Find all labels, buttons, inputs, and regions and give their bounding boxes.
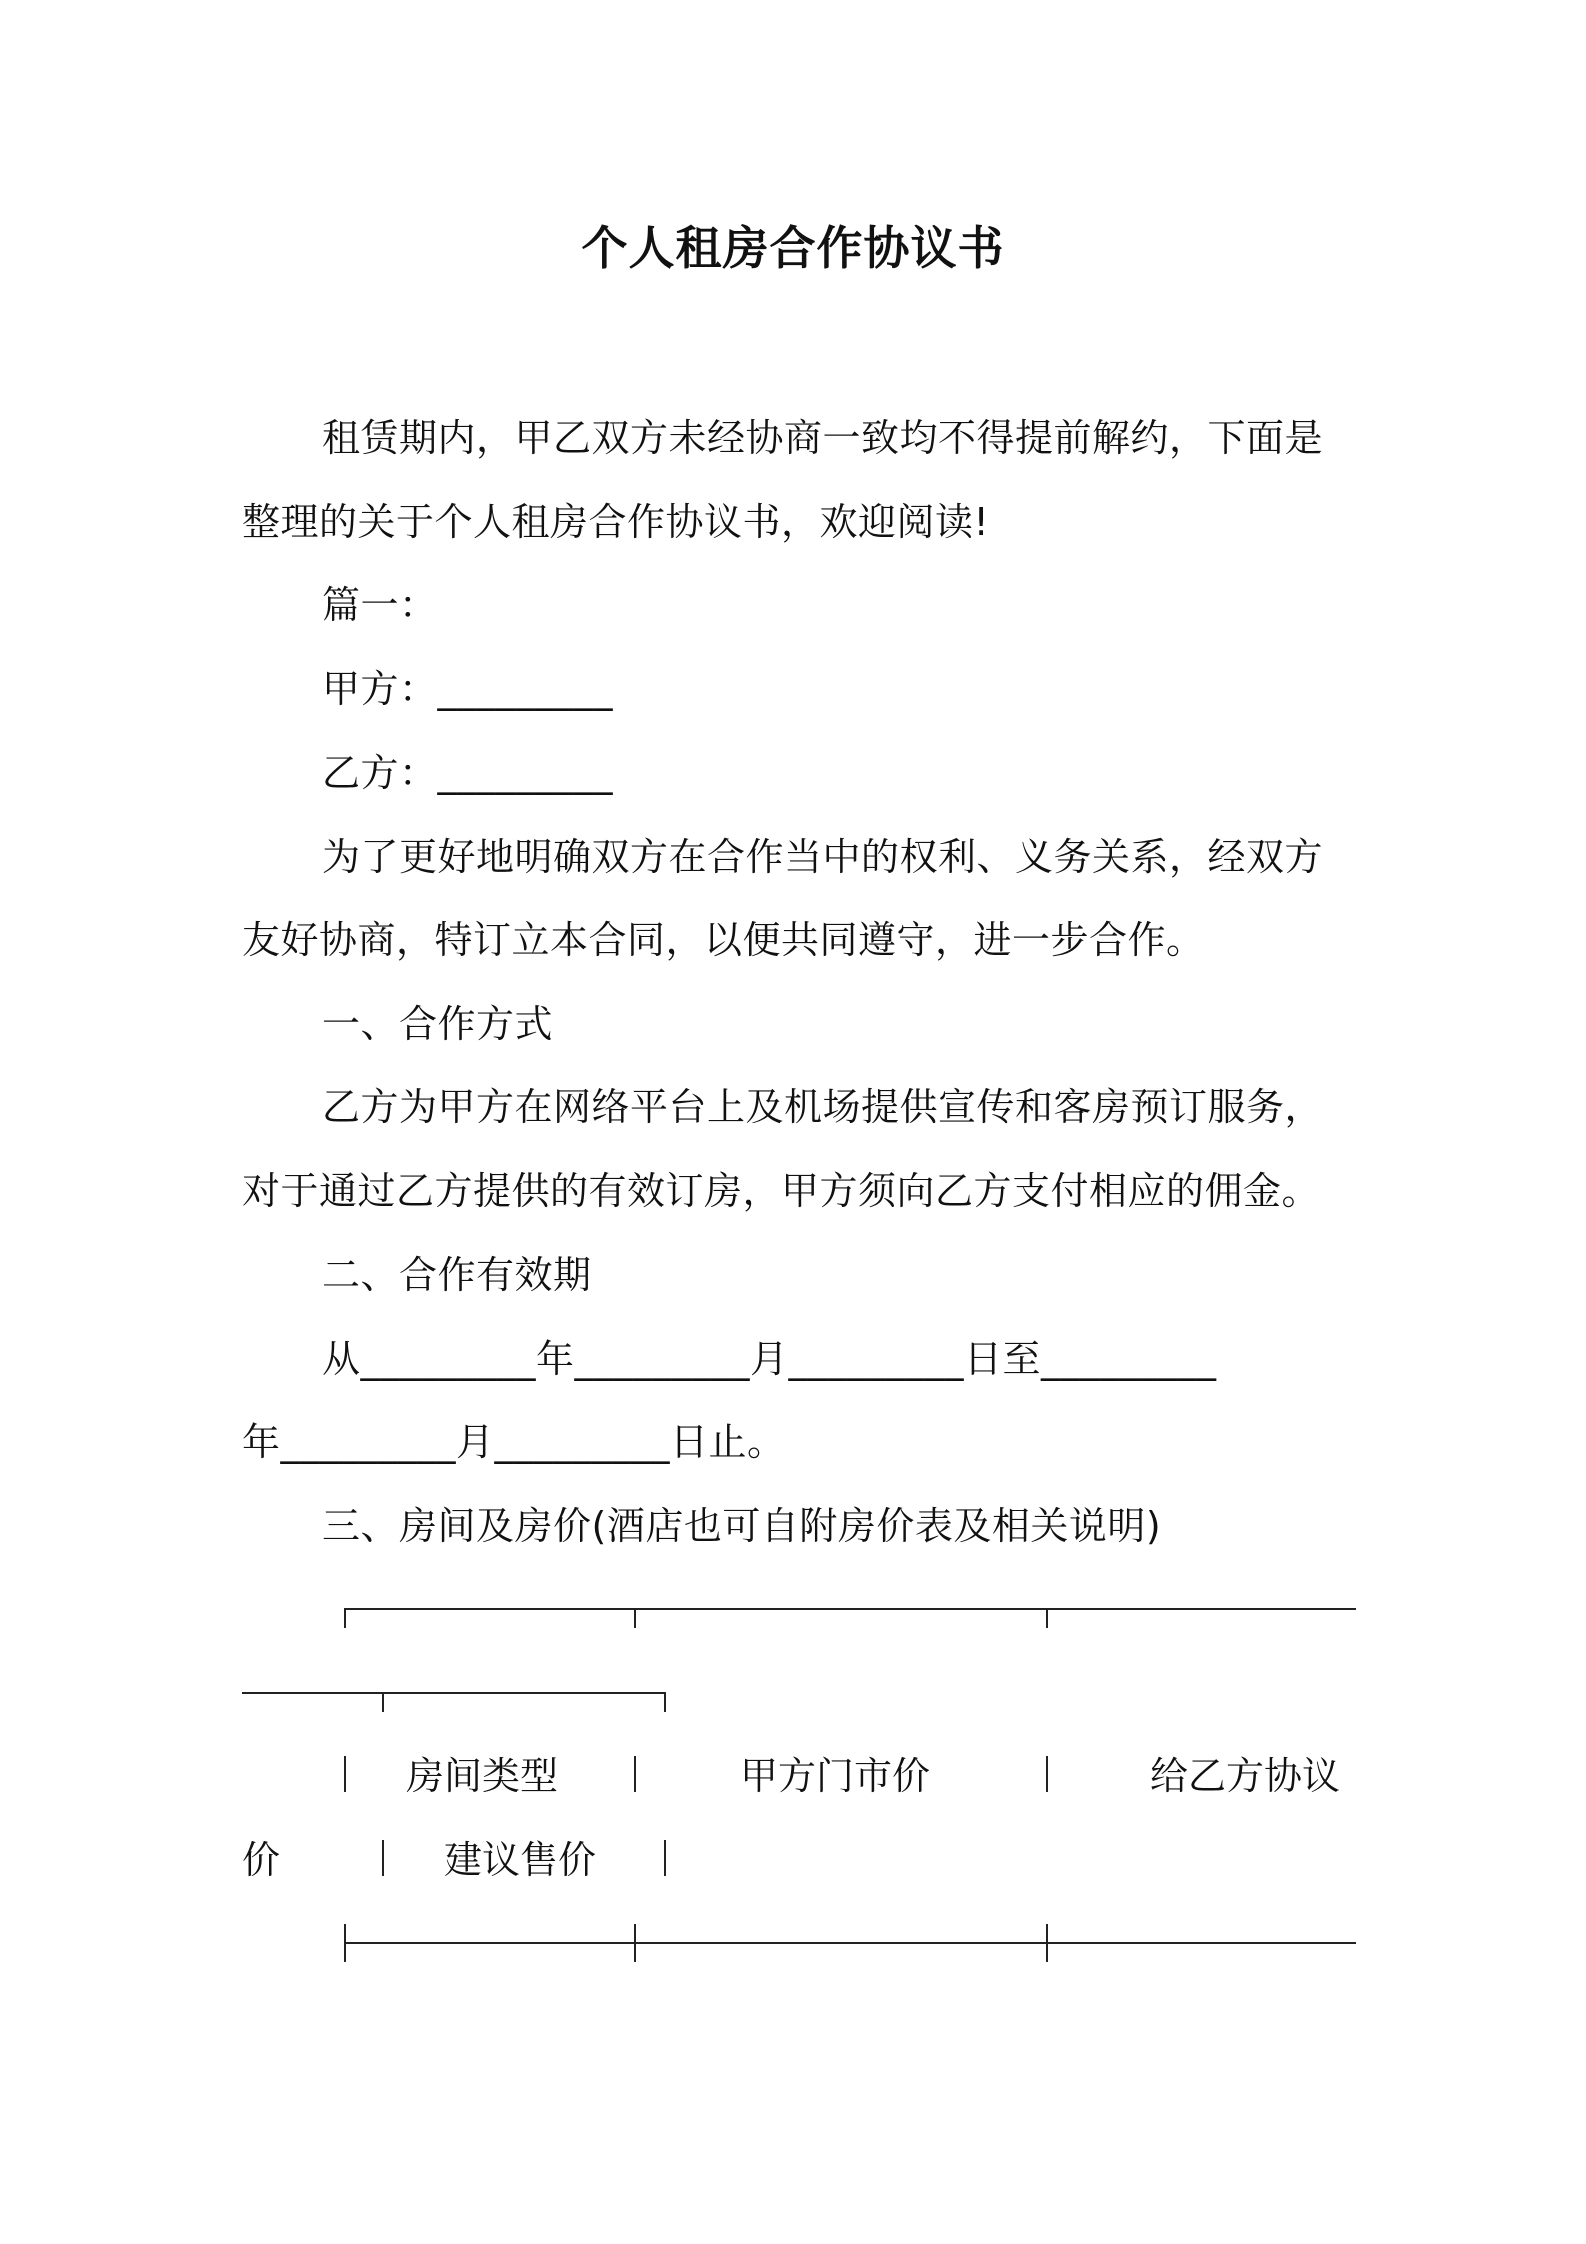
table-corner-tick xyxy=(344,1608,346,1628)
section-2-heading: 二、合作有效期 xyxy=(322,1253,592,1297)
table-cell-divider xyxy=(344,1756,346,1792)
table-cell-divider xyxy=(664,1840,666,1876)
table-column-tick xyxy=(382,1692,384,1712)
purpose-paragraph-line-1: 为了更好地明确双方在合作当中的权利、义务关系，经双方 xyxy=(322,835,1324,879)
party-b-field: 乙方：_________ xyxy=(322,751,614,795)
section-3-heading: 三、房间及房价(酒店也可自附房价表及相关说明) xyxy=(322,1504,1162,1548)
table-header-separator xyxy=(344,1942,1356,1944)
header-suggested-price: 建议售价 xyxy=(444,1838,597,1882)
validity-period-line-1: 从_________年_________月_________日至_________ xyxy=(322,1337,1217,1381)
table-junction-tick xyxy=(1046,1924,1048,1962)
document-title: 个人租房合作协议书 xyxy=(581,221,1005,275)
section-1-line-1: 乙方为甲方在网络平台上及机场提供宣传和客房预订服务， xyxy=(322,1085,1324,1129)
section-1-line-2: 对于通过乙方提供的有效订房，甲方须向乙方支付相应的佣金。 xyxy=(242,1169,1321,1213)
validity-period-line-2: 年_________月_________日止。 xyxy=(242,1420,786,1464)
table-column-tick xyxy=(634,1608,636,1628)
header-agreement-price-wrap: 价 xyxy=(242,1838,281,1882)
intro-paragraph-line-1: 租赁期内，甲乙双方未经协商一致均不得提前解约，下面是 xyxy=(322,416,1324,460)
table-column-tick xyxy=(1046,1608,1048,1628)
header-agreement-price: 给乙方协议 xyxy=(1150,1754,1341,1798)
table-corner-tick xyxy=(664,1692,666,1712)
table-junction-tick xyxy=(634,1924,636,1962)
table-top-border xyxy=(344,1608,1356,1610)
header-hotel-price: 甲方门市价 xyxy=(740,1754,931,1798)
section-1-heading: 一、合作方式 xyxy=(322,1002,554,1046)
party-a-field: 甲方：_________ xyxy=(322,667,614,711)
table-top-border-wrap xyxy=(242,1692,664,1694)
part-one-heading: 篇一： xyxy=(322,583,438,627)
table-cell-divider xyxy=(1046,1756,1048,1792)
table-junction-tick xyxy=(344,1924,346,1962)
header-room-type: 房间类型 xyxy=(406,1754,559,1798)
intro-paragraph-line-2: 整理的关于个人租房合作协议书，欢迎阅读! xyxy=(242,500,990,544)
table-cell-divider xyxy=(382,1840,384,1876)
purpose-paragraph-line-2: 友好协商，特订立本合同，以便共同遵守，进一步合作。 xyxy=(242,918,1205,962)
table-cell-divider xyxy=(634,1756,636,1792)
